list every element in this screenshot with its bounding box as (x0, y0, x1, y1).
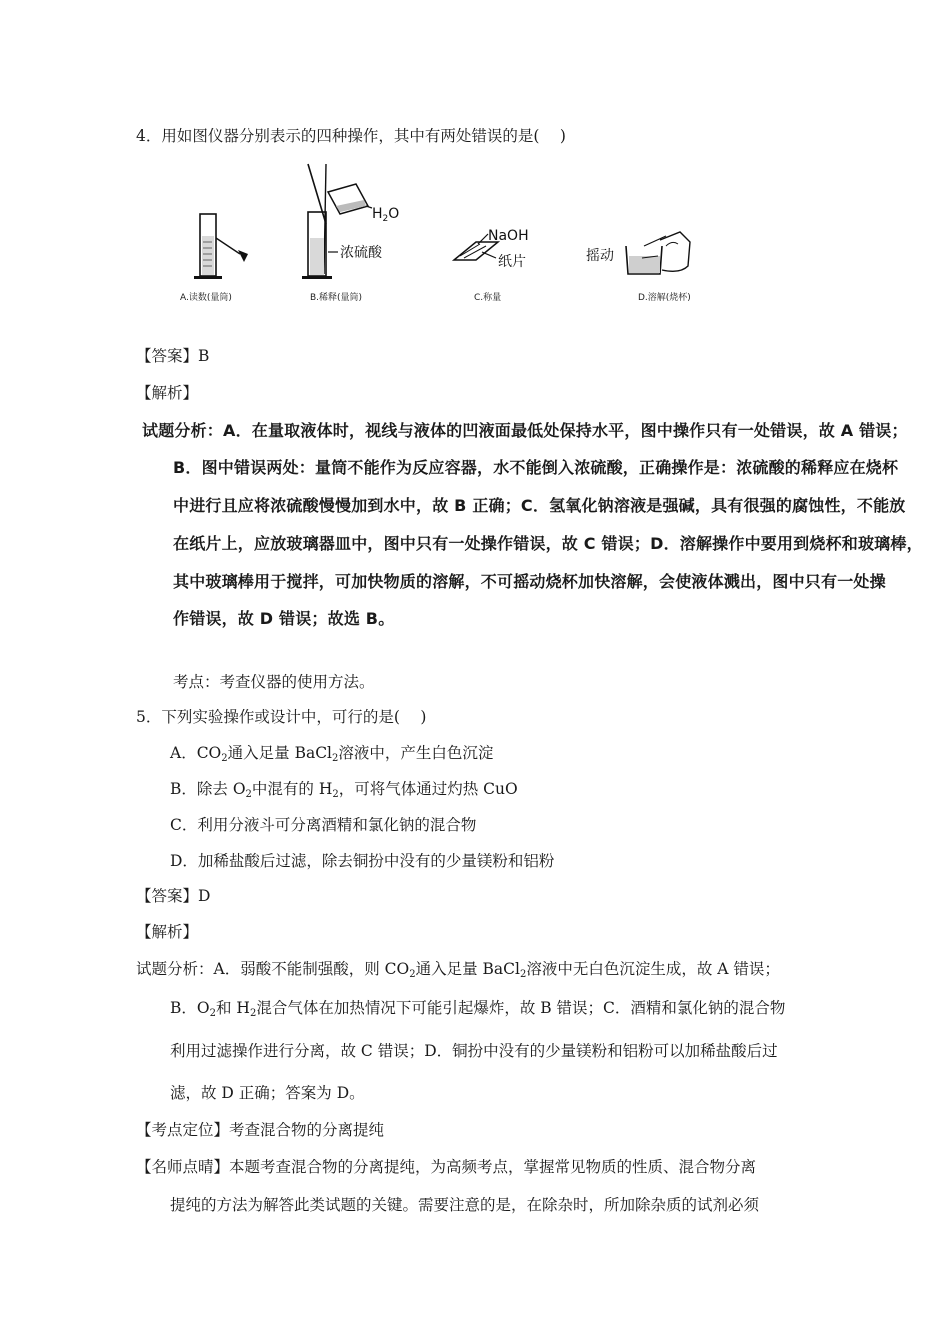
q5-option-c: C．利用分液斗可分离酒精和氯化钠的混合物 (170, 816, 477, 834)
figure-label-b: B.稀释(量筒) (310, 293, 363, 303)
graduated-cylinder-a-icon (194, 214, 248, 279)
shake-label: 摇动 (586, 248, 614, 264)
q4-analysis-line-4: 在纸片上，应放玻璃器皿中，图中只有一处操作错误，故 C 错误；D．溶解操作中要用到烧杯和玻璃棒， (173, 534, 923, 553)
acid-label: 浓硫酸 (340, 245, 382, 261)
q4-analysis-line-2: B．图中错误两处：量筒不能作为反应容器，水不能倒入浓硫酸，正确操作是：浓硫酸的稀释应在烧杯 (173, 458, 899, 477)
q4-analysis-line-1: 试题分析：A．在量取液体时，视线与液体的凹液面最低处保持水平，图中操作只有一处错误，故 A 错误； (142, 421, 908, 440)
q5-mingshi-line-1: 【名师点晴】本题考查混合物的分离提纯，为高频考点，掌握常见物质的性质、混合物分离 (136, 1158, 757, 1176)
q4-analysis-line-6: 作错误，故 D 错误；故选 B。 (173, 609, 395, 628)
q4-analysis-line-3: 中进行且应将浓硫酸慢慢加到水中，故 B 正确；C．氢氧化钠溶液是强碱，具有很强的腐蚀性，不能放 (173, 496, 906, 515)
q5-option-a: A．$CO_2$通入足量 BaCl$_2$溶液中，产生白色沉淀 (170, 744, 494, 764)
q5-answer: 【答案】D (136, 887, 211, 905)
figure-label-c: C.称量 (474, 293, 502, 303)
beaker-hand-icon (626, 232, 690, 274)
paper-label: 纸片 (498, 254, 526, 270)
graduated-cylinder-b-icon (302, 164, 372, 279)
q5-analysis-heading: 【解析】 (136, 923, 199, 941)
q5-option-b: B．除去 $O_2$中混有的 $H_2$，可将气体通过灼热 CuO (170, 780, 518, 800)
q4-answer: 【答案】B (136, 347, 210, 365)
q5-analysis-line-1: 试题分析：A．弱酸不能制强酸，则 $CO_2$通入足量 BaCl$_2$溶液中无白色沉淀生成，故 A 错误； (136, 960, 780, 980)
q5-option-d: D．加稀盐酸后过滤，除去铜扮中没有的少量镁粉和铝粉 (170, 852, 555, 870)
figure-label-d: D.溶解(烧杯) (638, 293, 691, 303)
q4-analysis-heading: 【解析】 (136, 384, 199, 402)
q5-mingshi-line-2: 提纯的方法为解答此类试题的关键。需要注意的是，在除杂时，所加除杂质的试剂必须 (170, 1196, 760, 1214)
figure-label-a: A.读数(量筒) (180, 293, 232, 303)
q4-kaodian: 考点：考查仪器的使用方法。 (173, 673, 375, 691)
q5-stem: 5．下列实验操作或设计中，可行的是( ) (136, 708, 427, 726)
h2o-label: $H_2O$ (372, 206, 400, 224)
q5-kaodian-position: 【考点定位】考查混合物的分离提纯 (136, 1121, 385, 1139)
q5-analysis-line-3: 利用过滤操作进行分离，故 C 错误；D．铜扮中没有的少量镁粉和铝粉可以加稀盐酸后过 (170, 1042, 778, 1060)
q4-figure (160, 162, 720, 312)
q5-analysis-line-4: 滤，故 D 正确；答案为 D。 (170, 1084, 365, 1102)
q4-stem: 4．用如图仪器分别表示的四种操作，其中有两处错误的是( ) (136, 127, 566, 145)
q5-analysis-line-2: B．$O_2$和 $H_2$混合气体在加热情况下可能引起爆炸，故 B 错误；C．酒精和氯化钠的混合物 (170, 999, 786, 1019)
q4-analysis-line-5: 其中玻璃棒用于搅拌，可加快物质的溶解，不可摇动烧杯加快溶解，会使液体溅出，图中只有一处操 (173, 572, 886, 591)
naoh-label: NaOH (488, 228, 529, 244)
